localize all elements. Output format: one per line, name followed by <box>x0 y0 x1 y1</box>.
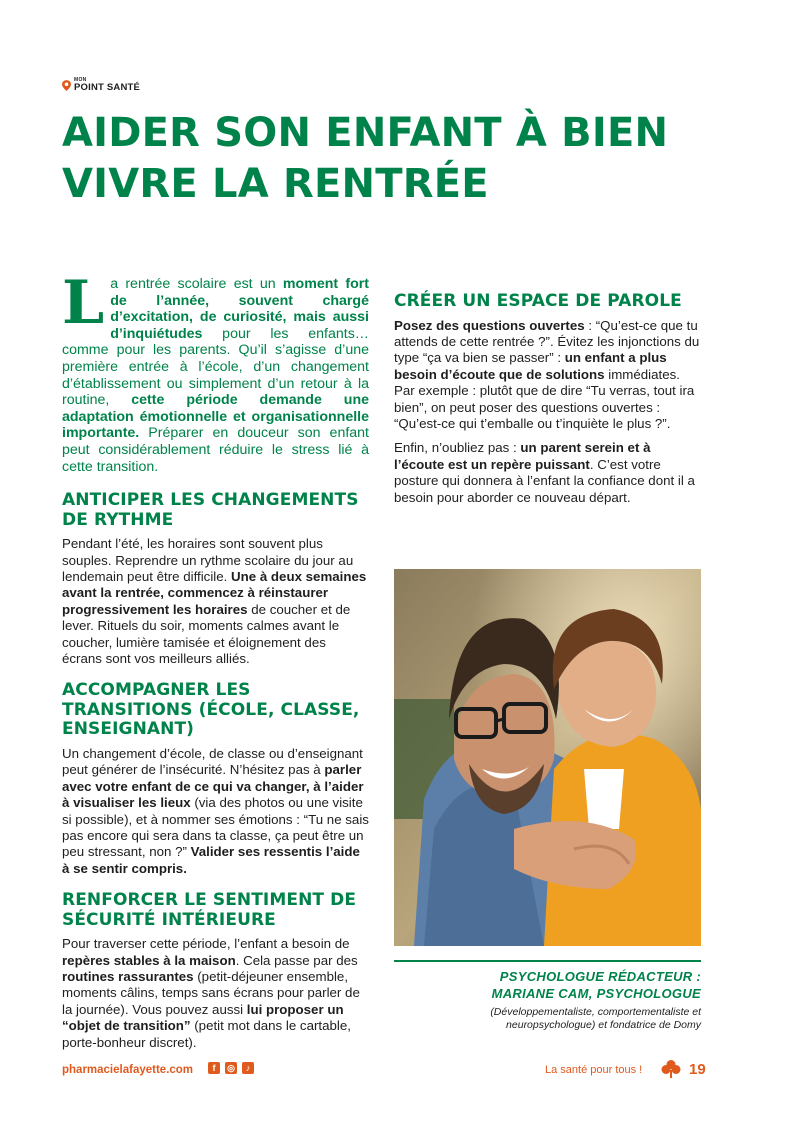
text: Un changement d’école, de classe ou d’enseignant peut générer de l’insécurité. N’hésitez pas à <box>62 745 363 778</box>
author-name: MARIANE CAM, PSYCHOLOGUE <box>491 985 701 1001</box>
text: : “Qu’est-ce que tu attends de cette rentrée ?”. Évitez les injonctions du type “ça va bien se passer” : <box>394 317 700 366</box>
bold: un parent serein et à l’écoute est un repère puissant <box>394 440 651 472</box>
heading-accompagner: ACCOMPAGNER LES TRANSITIONS (ÉCOLE, CLASSE, ENSEIGNANT) <box>62 680 360 740</box>
clover-logo-icon <box>661 1059 681 1079</box>
intro-bold-2: cette période demande une adaptation émotionnelle et organisationnelle importante. <box>62 392 370 442</box>
bold: repères stables à la maison <box>62 952 236 968</box>
intro-text-2: pour les enfants… comme pour les parents. Qu’il s’agisse d’une première entrée à l’école, d’un changement d’établissement ou simplement d’un retour à la routine, <box>62 325 369 409</box>
text: de coucher et de lever. Rituels du soir, moments calmes avant le coucher, lumière tamisée et éloignement des écrans sont vos meilleurs alliés. <box>62 601 351 666</box>
footer-tagline: La santé pour tous ! <box>545 1064 643 1076</box>
text: (petit mot dans le cartable, porte-bonheur discret). <box>62 1018 351 1050</box>
bold: Une à deux semaines avant la rentrée, commencez à réinstaurer progressivement les horaires <box>62 568 367 617</box>
map-pin-icon <box>62 80 71 91</box>
paragraph-renforcer-part1 <box>62 936 369 1051</box>
tiktok-icon[interactable]: ♪ <box>242 1062 254 1074</box>
heading-anticiper: ANTICIPER LES CHANGEMENTS DE RYTHME <box>62 490 359 530</box>
heading-parole: CRÉER UN ESPACE DE PAROLE <box>394 291 682 311</box>
paragraph-anticiper <box>62 536 369 667</box>
bold: un enfant a plus besoin d’écoute que de solutions <box>394 350 667 382</box>
paragraph-parole <box>394 318 701 433</box>
intro-text-1: a rentrée scolaire est un <box>110 276 283 292</box>
text: Pour traverser cette période, l’enfant a besoin de <box>62 936 350 952</box>
intro-bold-1: moment fort de l’année, souvent chargé d’excitation, de curiosité, mais aussi d’inquiétudes <box>110 276 369 342</box>
author-desc-line2: neuropsychologue) et fondatrice de Domy <box>506 1019 701 1031</box>
bold: parler avec votre enfant de ce qui va changer, à l’aider à visualiser les lieux <box>62 762 364 811</box>
text: immédiates. Par exemple : plutôt que de dire “Tu verras, tout ira bien”, on peut poser des questions ouvertes : “Qu’est-ce qui t’emballe ou t’inquiète le plus ?”. <box>394 366 695 431</box>
byline-divider <box>394 960 701 962</box>
paragraph-accompagner <box>62 746 369 877</box>
father-son-photo <box>394 569 701 946</box>
brand-line1: MON <box>74 77 87 83</box>
website-link[interactable]: pharmacielafayette.com <box>62 1064 194 1076</box>
text: (petit-déjeuner ensemble, moments câlins, temps sans écrans pour parler de la journée). Vous pouvez aussi <box>62 968 360 1017</box>
intro-text-3: Préparer en douceur son enfant peut considérablement réduire le stress lié à cette transition. <box>62 425 369 475</box>
bold: routines rassurantes <box>62 968 194 984</box>
text: Pendant l’été, les horaires sont souvent plus souples. Reprendre un rythme scolaire du jour au lendemain peut être difficile. <box>62 536 354 584</box>
author-description <box>394 1006 701 1032</box>
text: . C’est votre posture qui donnera à l’enfant la confiance dont il a besoin pour aborder ce nouveau départ. <box>394 456 695 505</box>
bold: Posez des questions ouvertes <box>394 317 585 333</box>
text: Enfin, n’oubliez pas : <box>394 440 521 456</box>
column-left <box>62 268 370 1059</box>
brand-line2: POINT SANTÉ <box>74 82 141 93</box>
article-title: AIDER SON ENFANT À BIEN VIVRE LA RENTRÉE <box>62 110 669 207</box>
drop-cap: L <box>62 268 105 338</box>
page-number: 19 <box>689 1061 706 1078</box>
text: . Cela passe par des <box>235 952 358 968</box>
facebook-icon[interactable]: f <box>208 1062 220 1074</box>
instagram-icon[interactable]: ◎ <box>225 1062 237 1074</box>
intro-paragraph <box>62 268 370 475</box>
column-right <box>394 276 701 514</box>
paragraph-conclusion <box>394 440 701 506</box>
author-role: PSYCHOLOGUE RÉDACTEUR : <box>499 969 701 984</box>
author-byline <box>394 960 701 1032</box>
brand-logo <box>62 78 140 93</box>
heading-renforcer: RENFORCER LE SENTIMENT DE SÉCURITÉ INTÉRIEURE <box>62 890 357 930</box>
bold: Valider ses ressentis l’aide à se sentir compris. <box>62 844 360 876</box>
social-links <box>208 1062 254 1074</box>
bold: lui proposer un “objet de transition” <box>62 1001 344 1034</box>
text: (via des photos ou une visite si possible), et à nommer ses émotions : “Tu ne sais pas encore qui sera dans ta classe, ça peut être un peu stressant, non ?” <box>62 795 369 860</box>
author-desc-line1: (Développementaliste, comportementaliste et <box>490 1006 701 1018</box>
